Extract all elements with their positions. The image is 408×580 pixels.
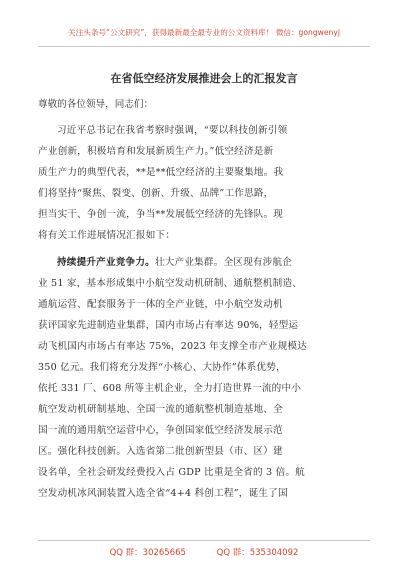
paragraph-line: [38, 254, 370, 268]
paragraph-line: 将有关工作进展情况汇报如下：: [38, 230, 176, 241]
paragraph-line: 担当实干、争创一流，争当**发展低空经济的先锋队。现: [38, 209, 284, 220]
paragraph-line: 航空发动机研制基地、全国一流的通航整机制造基地、全: [38, 404, 283, 415]
paragraph-line: 质生产力的典型代表，**是**低空经济的主要聚集地。我: [38, 167, 284, 178]
header-banner: 关注头条号“公文研究”，获得最新最全最专业的公文资料库！ 微信：gongwenyj: [68, 28, 340, 37]
paragraph-line: 区。强化科技创新。入选省第二批创新型县（市、区）建: [38, 446, 283, 457]
paragraph-line: 业 51 家，基本形成集中小航空发动机研制、通航整机制造、: [38, 278, 302, 289]
paragraph-line: 设名单，全社会研发经费投入占 GDP 比重是全省的 3 倍。航: [38, 467, 305, 478]
paragraph-line: 动飞机国内市场占有率达 75%，2023 年支撑全市产业规模达: [38, 341, 308, 352]
paragraph-text: 壮大产业集群。全区现有涉航企: [154, 257, 293, 268]
footer: [0, 546, 408, 558]
salutation: 尊敬的各位领导，同志们：: [38, 99, 154, 110]
header-divider: [38, 46, 370, 47]
paragraph-line: 空发动机冰风洞装置入选全省“4+4 科创工程”，诞生了国: [38, 488, 288, 499]
paragraph-line: 350 亿元。我们将充分发挥“小核心、大协作”体系优势，: [38, 362, 286, 373]
paragraph-line: 通航运营、配套服务于一体的全产业链，中小航空发动机: [38, 299, 283, 310]
footer-divider: [38, 540, 370, 541]
paragraph-line: 国一流的通用航空运营中心，争创国家低空经济发展示范: [38, 425, 283, 436]
paragraph-line: 依托 331 厂、608 所等主机企业，全力打造世界一流的中小: [38, 383, 302, 394]
paragraph-line: 产业创新，积极培育和发展新质生产力。”低空经济是新: [38, 146, 274, 157]
paragraph-line: 习近平总书记在我省考察时强调，“要以科技创新引领: [57, 125, 288, 136]
footer-qq-group-1: QQ 群：30265665: [109, 548, 186, 558]
document-title: 在省低空经济发展推进会上的汇报发言: [110, 72, 298, 85]
section-lead: 持续提升产业竞争力。: [57, 257, 155, 268]
paragraph-line: 们将坚持“聚焦、裂变、创新、升级、品牌”工作思路，: [38, 188, 274, 199]
paragraph-line: 获评国家先进制造业集群，国内市场占有率达 90%，轻型运: [38, 320, 299, 331]
footer-qq-group-2: QQ 群：535304092: [216, 548, 299, 558]
